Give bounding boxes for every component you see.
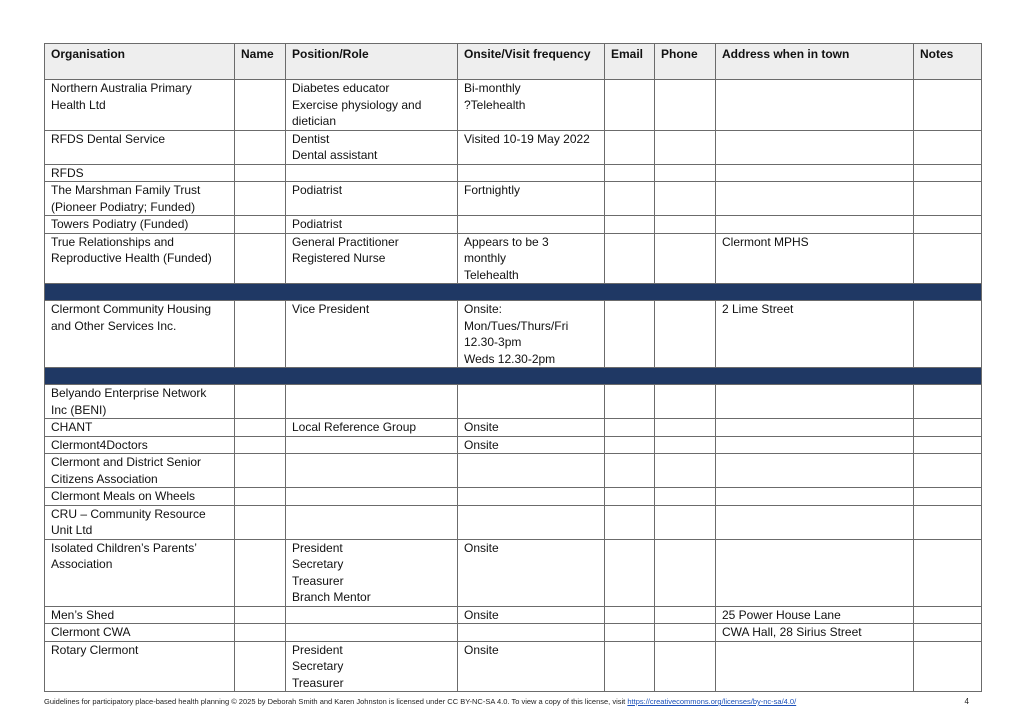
- cell-text-line: Appears to be 3: [464, 234, 549, 249]
- cell-address: [716, 80, 914, 131]
- cell-email: [605, 233, 655, 284]
- cell-position: [286, 233, 458, 284]
- cell-text-line: Fortnightly: [464, 183, 521, 197]
- cell-frequency: [458, 164, 605, 182]
- cell-organisation: [45, 505, 235, 539]
- cell-address: [716, 641, 914, 692]
- cell-text-line: Clermont and District Senior: [51, 455, 202, 469]
- table-header-row: [45, 44, 982, 80]
- cell-organisation: [45, 182, 235, 216]
- cell-name: [235, 488, 286, 506]
- cell-email: [605, 216, 655, 234]
- license-link[interactable]: https://creativecommons.org/licenses/by-nc-sa/4.0/: [627, 697, 797, 706]
- cell-position: [286, 80, 458, 131]
- cell-notes: [914, 80, 982, 131]
- table-body: [45, 80, 982, 692]
- cell-organisation: [45, 164, 235, 182]
- cell-name: [235, 454, 286, 488]
- column-header-email: Email: [605, 44, 655, 80]
- cell-name: [235, 385, 286, 419]
- cell-address: [716, 606, 914, 624]
- cell-text-line: Secretary: [292, 557, 344, 571]
- cell-frequency: [458, 216, 605, 234]
- cell-email: [605, 182, 655, 216]
- cell-name: [235, 419, 286, 437]
- cell-phone: [655, 436, 716, 454]
- cell-address: [716, 216, 914, 234]
- cell-text-line: Treasurer: [292, 573, 344, 588]
- cell-phone: [655, 385, 716, 419]
- cell-text-line: Weds 12.30-2pm: [464, 351, 556, 366]
- cell-email: [605, 539, 655, 606]
- cell-address: [716, 233, 914, 284]
- cell-organisation: [45, 233, 235, 284]
- cell-email: [605, 505, 655, 539]
- column-header-phone: Phone: [655, 44, 716, 80]
- cell-name: [235, 182, 286, 216]
- cell-email: [605, 454, 655, 488]
- table-row: [45, 624, 982, 642]
- cell-address: [716, 385, 914, 419]
- cell-text-line: CHANT: [51, 420, 93, 434]
- cell-notes: [914, 606, 982, 624]
- cell-position: [286, 385, 458, 419]
- table-row: [45, 385, 982, 419]
- section-divider: [45, 284, 982, 301]
- cell-text-line: President: [292, 642, 343, 657]
- cell-email: [605, 130, 655, 164]
- cell-phone: [655, 488, 716, 506]
- cell-phone: [655, 164, 716, 182]
- cell-phone: [655, 233, 716, 284]
- table-row: [45, 436, 982, 454]
- cell-name: [235, 436, 286, 454]
- cell-address: [716, 419, 914, 437]
- cell-organisation: [45, 80, 235, 131]
- cell-frequency: [458, 419, 605, 437]
- cell-address: [716, 164, 914, 182]
- cell-email: [605, 641, 655, 692]
- cell-text-line: The Marshman Family Trust: [51, 183, 201, 197]
- cell-text-line: Onsite: [464, 607, 499, 622]
- table-row: [45, 164, 982, 182]
- cell-text-line: dietician: [292, 114, 337, 128]
- cell-text-line: Telehealth: [464, 267, 519, 282]
- page-number: 4: [964, 697, 969, 706]
- cell-position: [286, 419, 458, 437]
- cell-notes: [914, 624, 982, 642]
- cell-address: [716, 436, 914, 454]
- cell-text-line: and Other Services Inc.: [51, 318, 177, 333]
- cell-phone: [655, 130, 716, 164]
- table-row: [45, 233, 982, 284]
- cell-phone: [655, 624, 716, 642]
- cell-text-line: ?Telehealth: [464, 97, 526, 112]
- cell-notes: [914, 505, 982, 539]
- cell-address: [716, 130, 914, 164]
- cell-email: [605, 385, 655, 419]
- cell-phone: [655, 182, 716, 216]
- cell-text-line: Onsite: [464, 540, 499, 555]
- table-row: [45, 80, 982, 131]
- cell-text-line: Health Ltd: [51, 97, 106, 112]
- table-row: [45, 182, 982, 216]
- cell-text-line: Diabetes educator: [292, 81, 390, 95]
- cell-phone: [655, 641, 716, 692]
- cell-position: [286, 641, 458, 692]
- cell-text-line: 12.30-3pm: [464, 335, 522, 349]
- cell-frequency: [458, 385, 605, 419]
- section-divider-cell: [45, 284, 982, 301]
- table-row: [45, 488, 982, 506]
- cell-text-line: Towers Podiatry (Funded): [51, 217, 189, 231]
- cell-text-line: Treasurer: [292, 675, 344, 690]
- cell-frequency: [458, 505, 605, 539]
- cell-text-line: Branch Mentor: [292, 590, 371, 604]
- cell-organisation: [45, 419, 235, 437]
- cell-email: [605, 624, 655, 642]
- column-header-name: Name: [235, 44, 286, 80]
- cell-frequency: [458, 80, 605, 131]
- cell-text-line: Mon/Tues/Thurs/Fri: [464, 318, 569, 333]
- cell-phone: [655, 80, 716, 131]
- cell-organisation: [45, 436, 235, 454]
- cell-text-line: (Pioneer Podiatry; Funded): [51, 199, 196, 214]
- cell-notes: [914, 385, 982, 419]
- cell-notes: [914, 641, 982, 692]
- cell-text-line: Clermont Community Housing: [51, 302, 212, 316]
- cell-text-line: Northern Australia Primary: [51, 81, 192, 95]
- cell-notes: [914, 488, 982, 506]
- cell-text-line: Bi-monthly: [464, 81, 521, 95]
- cell-text-line: Citizens Association: [51, 471, 158, 486]
- table-row: [45, 641, 982, 692]
- cell-position: [286, 436, 458, 454]
- cell-organisation: [45, 385, 235, 419]
- cell-notes: [914, 216, 982, 234]
- cell-organisation: [45, 624, 235, 642]
- cell-frequency: [458, 539, 605, 606]
- cell-frequency: [458, 606, 605, 624]
- cell-frequency: [458, 233, 605, 284]
- license-text: Guidelines for participatory place-based health planning © 2025 by Deborah Smith and Karen Johnston is licensed under CC BY-NC-SA 4.0. To view a copy of this license, visit: [44, 697, 628, 706]
- cell-text-line: Clermont Meals on Wheels: [51, 489, 196, 503]
- cell-phone: [655, 505, 716, 539]
- cell-position: [286, 130, 458, 164]
- cell-frequency: [458, 130, 605, 164]
- cell-address: [716, 624, 914, 642]
- cell-address: [716, 182, 914, 216]
- cell-notes: [914, 130, 982, 164]
- cell-email: [605, 606, 655, 624]
- cell-name: [235, 624, 286, 642]
- cell-text-line: Clermont4Doctors: [51, 437, 148, 452]
- table-row: [45, 419, 982, 437]
- cell-phone: [655, 216, 716, 234]
- cell-address: [716, 539, 914, 606]
- table-row: [45, 505, 982, 539]
- cell-phone: [655, 539, 716, 606]
- cell-frequency: [458, 182, 605, 216]
- cell-notes: [914, 233, 982, 284]
- cell-phone: [655, 606, 716, 624]
- cell-name: [235, 130, 286, 164]
- cell-email: [605, 164, 655, 182]
- cell-text-line: Dentist: [292, 131, 330, 146]
- cell-text-line: RFDS: [51, 165, 84, 180]
- cell-phone: [655, 419, 716, 437]
- cell-email: [605, 419, 655, 437]
- cell-notes: [914, 164, 982, 182]
- cell-address: [716, 488, 914, 506]
- cell-text-line: Rotary Clermont: [51, 642, 139, 657]
- cell-email: [605, 436, 655, 454]
- cell-notes: [914, 436, 982, 454]
- section-divider: [45, 368, 982, 385]
- cell-notes: [914, 301, 982, 368]
- column-header-address: Address when in town: [716, 44, 914, 80]
- cell-frequency: [458, 488, 605, 506]
- cell-name: [235, 301, 286, 368]
- cell-organisation: [45, 606, 235, 624]
- cell-notes: [914, 419, 982, 437]
- cell-email: [605, 301, 655, 368]
- cell-name: [235, 539, 286, 606]
- cell-notes: [914, 539, 982, 606]
- cell-frequency: [458, 301, 605, 368]
- cell-organisation: [45, 301, 235, 368]
- column-header-frequency: Onsite/Visit frequency: [458, 44, 605, 80]
- cell-text-line: Exercise physiology and: [292, 97, 422, 112]
- table-row: [45, 454, 982, 488]
- cell-text-line: President: [292, 540, 343, 555]
- cell-text-line: Belyando Enterprise Network: [51, 386, 207, 400]
- cell-organisation: [45, 641, 235, 692]
- cell-text-line: Clermont CWA: [51, 625, 131, 639]
- cell-frequency: [458, 454, 605, 488]
- cell-position: [286, 301, 458, 368]
- cell-text-line: CRU – Community Resource: [51, 506, 206, 521]
- cell-organisation: [45, 130, 235, 164]
- cell-text-line: Reproductive Health (Funded): [51, 251, 212, 265]
- cell-position: [286, 606, 458, 624]
- page-footer: [44, 697, 981, 706]
- cell-notes: [914, 454, 982, 488]
- cell-position: [286, 164, 458, 182]
- cell-name: [235, 164, 286, 182]
- cell-text-line: Dental assistant: [292, 148, 378, 162]
- cell-organisation: [45, 454, 235, 488]
- cell-frequency: [458, 641, 605, 692]
- cell-name: [235, 233, 286, 284]
- cell-text-line: Inc (BENI): [51, 402, 107, 417]
- cell-text-line: Onsite: [464, 642, 499, 657]
- table-row: [45, 216, 982, 234]
- cell-name: [235, 505, 286, 539]
- cell-name: [235, 216, 286, 234]
- cell-email: [605, 80, 655, 131]
- cell-text-line: Association: [51, 557, 113, 571]
- cell-text-line: monthly: [464, 251, 507, 265]
- cell-text-line: Local Reference Group: [292, 420, 417, 434]
- cell-text-line: Onsite:: [464, 302, 503, 316]
- cell-position: [286, 182, 458, 216]
- cell-name: [235, 80, 286, 131]
- cell-text-line: Vice President: [292, 302, 370, 316]
- cell-position: [286, 505, 458, 539]
- cell-organisation: [45, 539, 235, 606]
- cell-text-line: RFDS Dental Service: [51, 131, 166, 146]
- cell-name: [235, 606, 286, 624]
- cell-position: [286, 216, 458, 234]
- cell-text-line: Secretary: [292, 659, 344, 673]
- cell-text-line: Onsite: [464, 437, 499, 452]
- table-row: [45, 301, 982, 368]
- cell-text-line: Visited 10-19 May 2022: [464, 131, 590, 146]
- cell-text-line: Registered Nurse: [292, 251, 386, 265]
- cell-address: [716, 454, 914, 488]
- table-row: [45, 606, 982, 624]
- cell-notes: [914, 182, 982, 216]
- cell-text-line: Clermont MPHS: [722, 234, 809, 249]
- cell-text-line: Men’s Shed: [51, 607, 115, 622]
- cell-text-line: Onsite: [464, 420, 499, 434]
- cell-text-line: CWA Hall, 28 Sirius Street: [722, 625, 862, 639]
- cell-phone: [655, 454, 716, 488]
- cell-text-line: Unit Ltd: [51, 523, 93, 537]
- cell-text-line: Podiatrist: [292, 217, 343, 231]
- table-row: [45, 130, 982, 164]
- section-divider-cell: [45, 368, 982, 385]
- cell-phone: [655, 301, 716, 368]
- cell-text-line: True Relationships and: [51, 234, 174, 249]
- cell-text-line: General Practitioner: [292, 234, 399, 249]
- contacts-table: [44, 43, 982, 692]
- cell-name: [235, 641, 286, 692]
- cell-position: [286, 454, 458, 488]
- column-header-position: Position/Role: [286, 44, 458, 80]
- cell-text-line: 2 Lime Street: [722, 302, 794, 316]
- cell-position: [286, 488, 458, 506]
- column-header-notes: Notes: [914, 44, 982, 80]
- cell-organisation: [45, 216, 235, 234]
- cell-organisation: [45, 488, 235, 506]
- cell-text-line: Isolated Children’s Parents’: [51, 540, 197, 555]
- cell-address: [716, 301, 914, 368]
- column-header-organisation: Organisation: [45, 44, 235, 80]
- cell-text-line: Podiatrist: [292, 183, 343, 197]
- cell-position: [286, 539, 458, 606]
- cell-position: [286, 624, 458, 642]
- cell-email: [605, 488, 655, 506]
- cell-frequency: [458, 624, 605, 642]
- cell-text-line: 25 Power House Lane: [722, 607, 841, 622]
- cell-frequency: [458, 436, 605, 454]
- cell-address: [716, 505, 914, 539]
- table-row: [45, 539, 982, 606]
